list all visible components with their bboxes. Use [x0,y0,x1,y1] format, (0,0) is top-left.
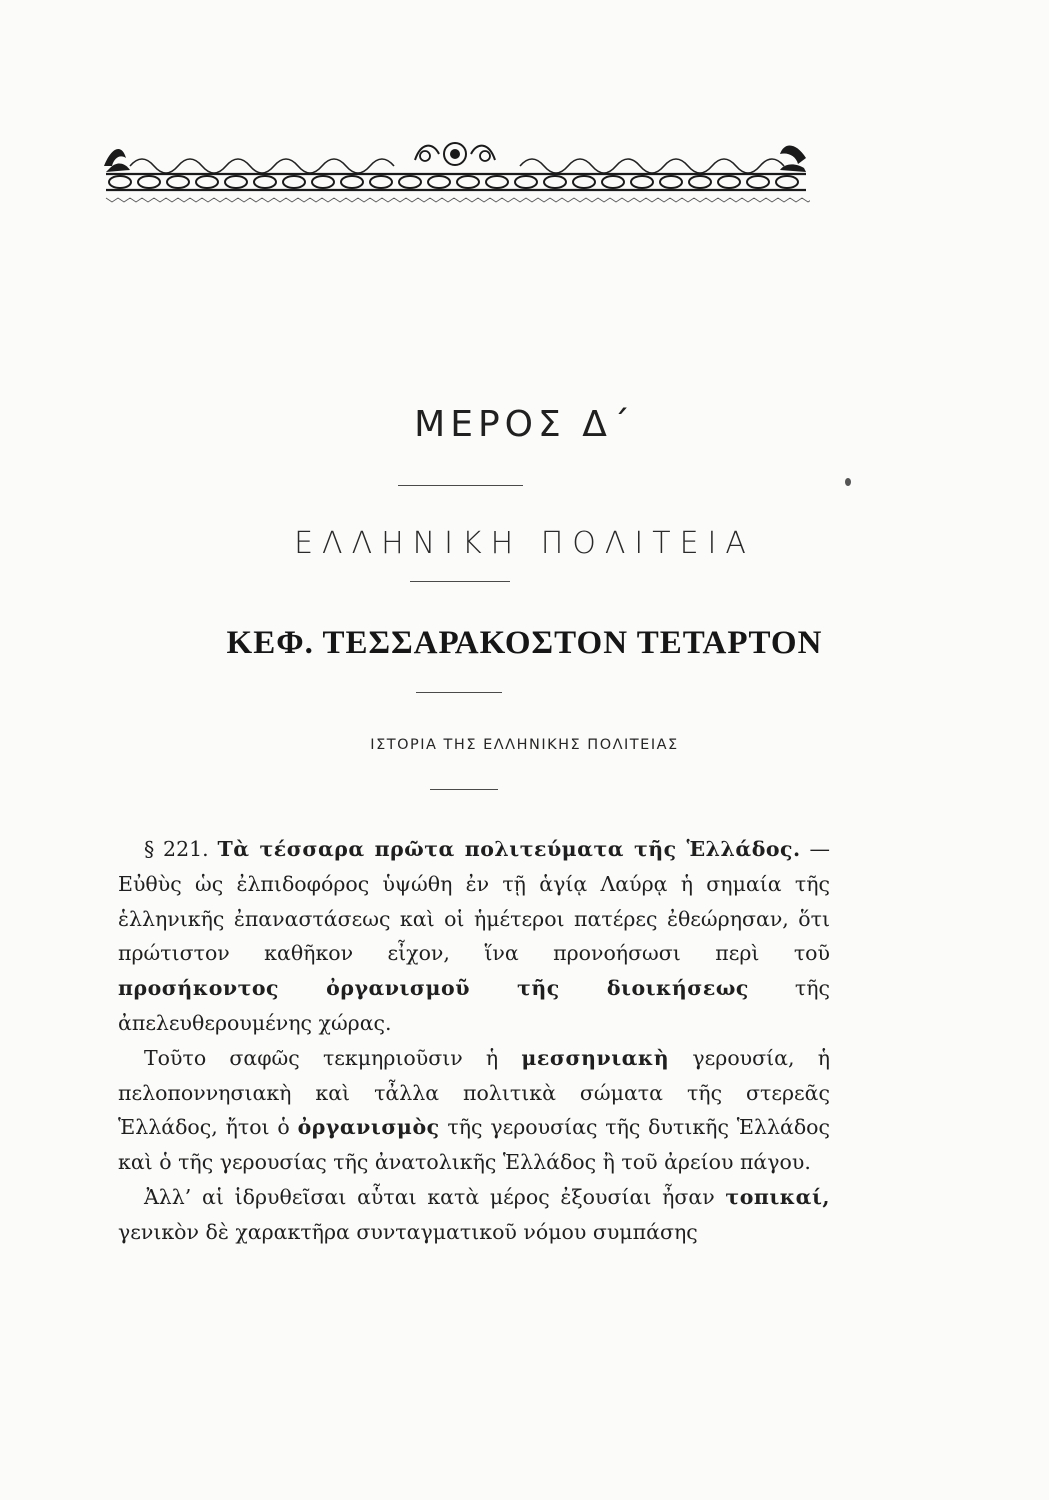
emphasis-text: μεσσηνιακὴ [521,1045,670,1070]
body-text [118,832,830,1250]
section-title: ΕΛΛΗΝΙΚΗ ΠΟΛΙΤΕΙΑ [294,526,755,561]
paragraph-2 [118,1041,830,1180]
paragraph-text: Ἀλλ’ αἱ ἱδρυθεῖσαι αὗται κατὰ μέρος ἐξουσίαι ἦσαν [144,1184,726,1209]
divider-rule-4 [430,789,498,790]
central-rosette-icon [415,143,495,165]
part-title: ΜΕΡΟΣ Δ΄ [414,404,635,445]
divider-rule-2 [410,581,510,582]
paragraph-221 [118,832,830,1041]
section-heading: Τὰ τέσσαρα πρῶτα πολιτεύματα τῆς Ἑλλάδος. [217,837,801,861]
paragraph-3 [118,1180,830,1250]
right-flourish-icon [780,145,806,172]
emphasis-text: προσήκοντος ὀργανισμοῦ τῆς διοικήσεως [118,976,749,1001]
paragraph-text: γενικὸν δὲ χαρακτῆρα συνταγματικοῦ νόμου συμπάσης [118,1219,698,1244]
section-number: § 221. [144,837,218,861]
paragraph-text: γερουσία, ἡ πελοποννησιακὴ καὶ τἆλλα πολιτικὰ σώματα τῆς στερεᾶς Ἑλλάδος, ἤτοι ὁ [118,1045,831,1140]
ornamental-header-band [100,128,810,208]
left-flourish-icon [104,149,130,172]
paragraph-text: Τοῦτο σαφῶς τεκμηριοῦσιν ἡ [144,1045,522,1070]
paragraph-text: τῆς γερουσίας τῆς δυτικῆς Ἑλλάδος καὶ ὁ τῆς γερουσίας τῆς ἀνατολικῆς Ἑλλάδος ἢ τοῦ ἀρείου πάγου. [118,1115,830,1175]
emphasis-text: ὀργανισμὸς [297,1115,440,1140]
chapter-title: ΚΕΦ. ΤΕΣΣΑΡΑΚΟΣΤΟΝ ΤΕΤΑΡΤΟΝ [226,625,823,661]
divider-rule-3 [416,692,502,693]
paragraph-text: — Εὐθὺς ὡς ἐλπιδοφόρος ὑψώθη ἐν τῇ ἁγίᾳ Λαύρᾳ ἡ σημαία τῆς ἑλληνικῆς ἐπαναστάσεως καὶ οἱ ἡμέτεροι πατέρες ἐθεώρησαν, ὅτι πρώτιστον καθῆκον εἶχον, ἵνα προνοήσωσι περὶ τοῦ [118,837,830,966]
paragraph-text: τῆς ἀπελευθερουμένης χώρας. [118,976,830,1035]
chapter-subtitle: ΙΣΤΟΡΙΑ ΤΗΣ ΕΛΛΗΝΙΚΗΣ ΠΟΛΙΤΕΙΑΣ [370,737,679,753]
ring-chain [109,176,798,188]
emphasis-text: τοπικαί, [725,1184,830,1209]
divider-rule-1 [398,485,523,486]
margin-ink-mark [845,478,851,486]
